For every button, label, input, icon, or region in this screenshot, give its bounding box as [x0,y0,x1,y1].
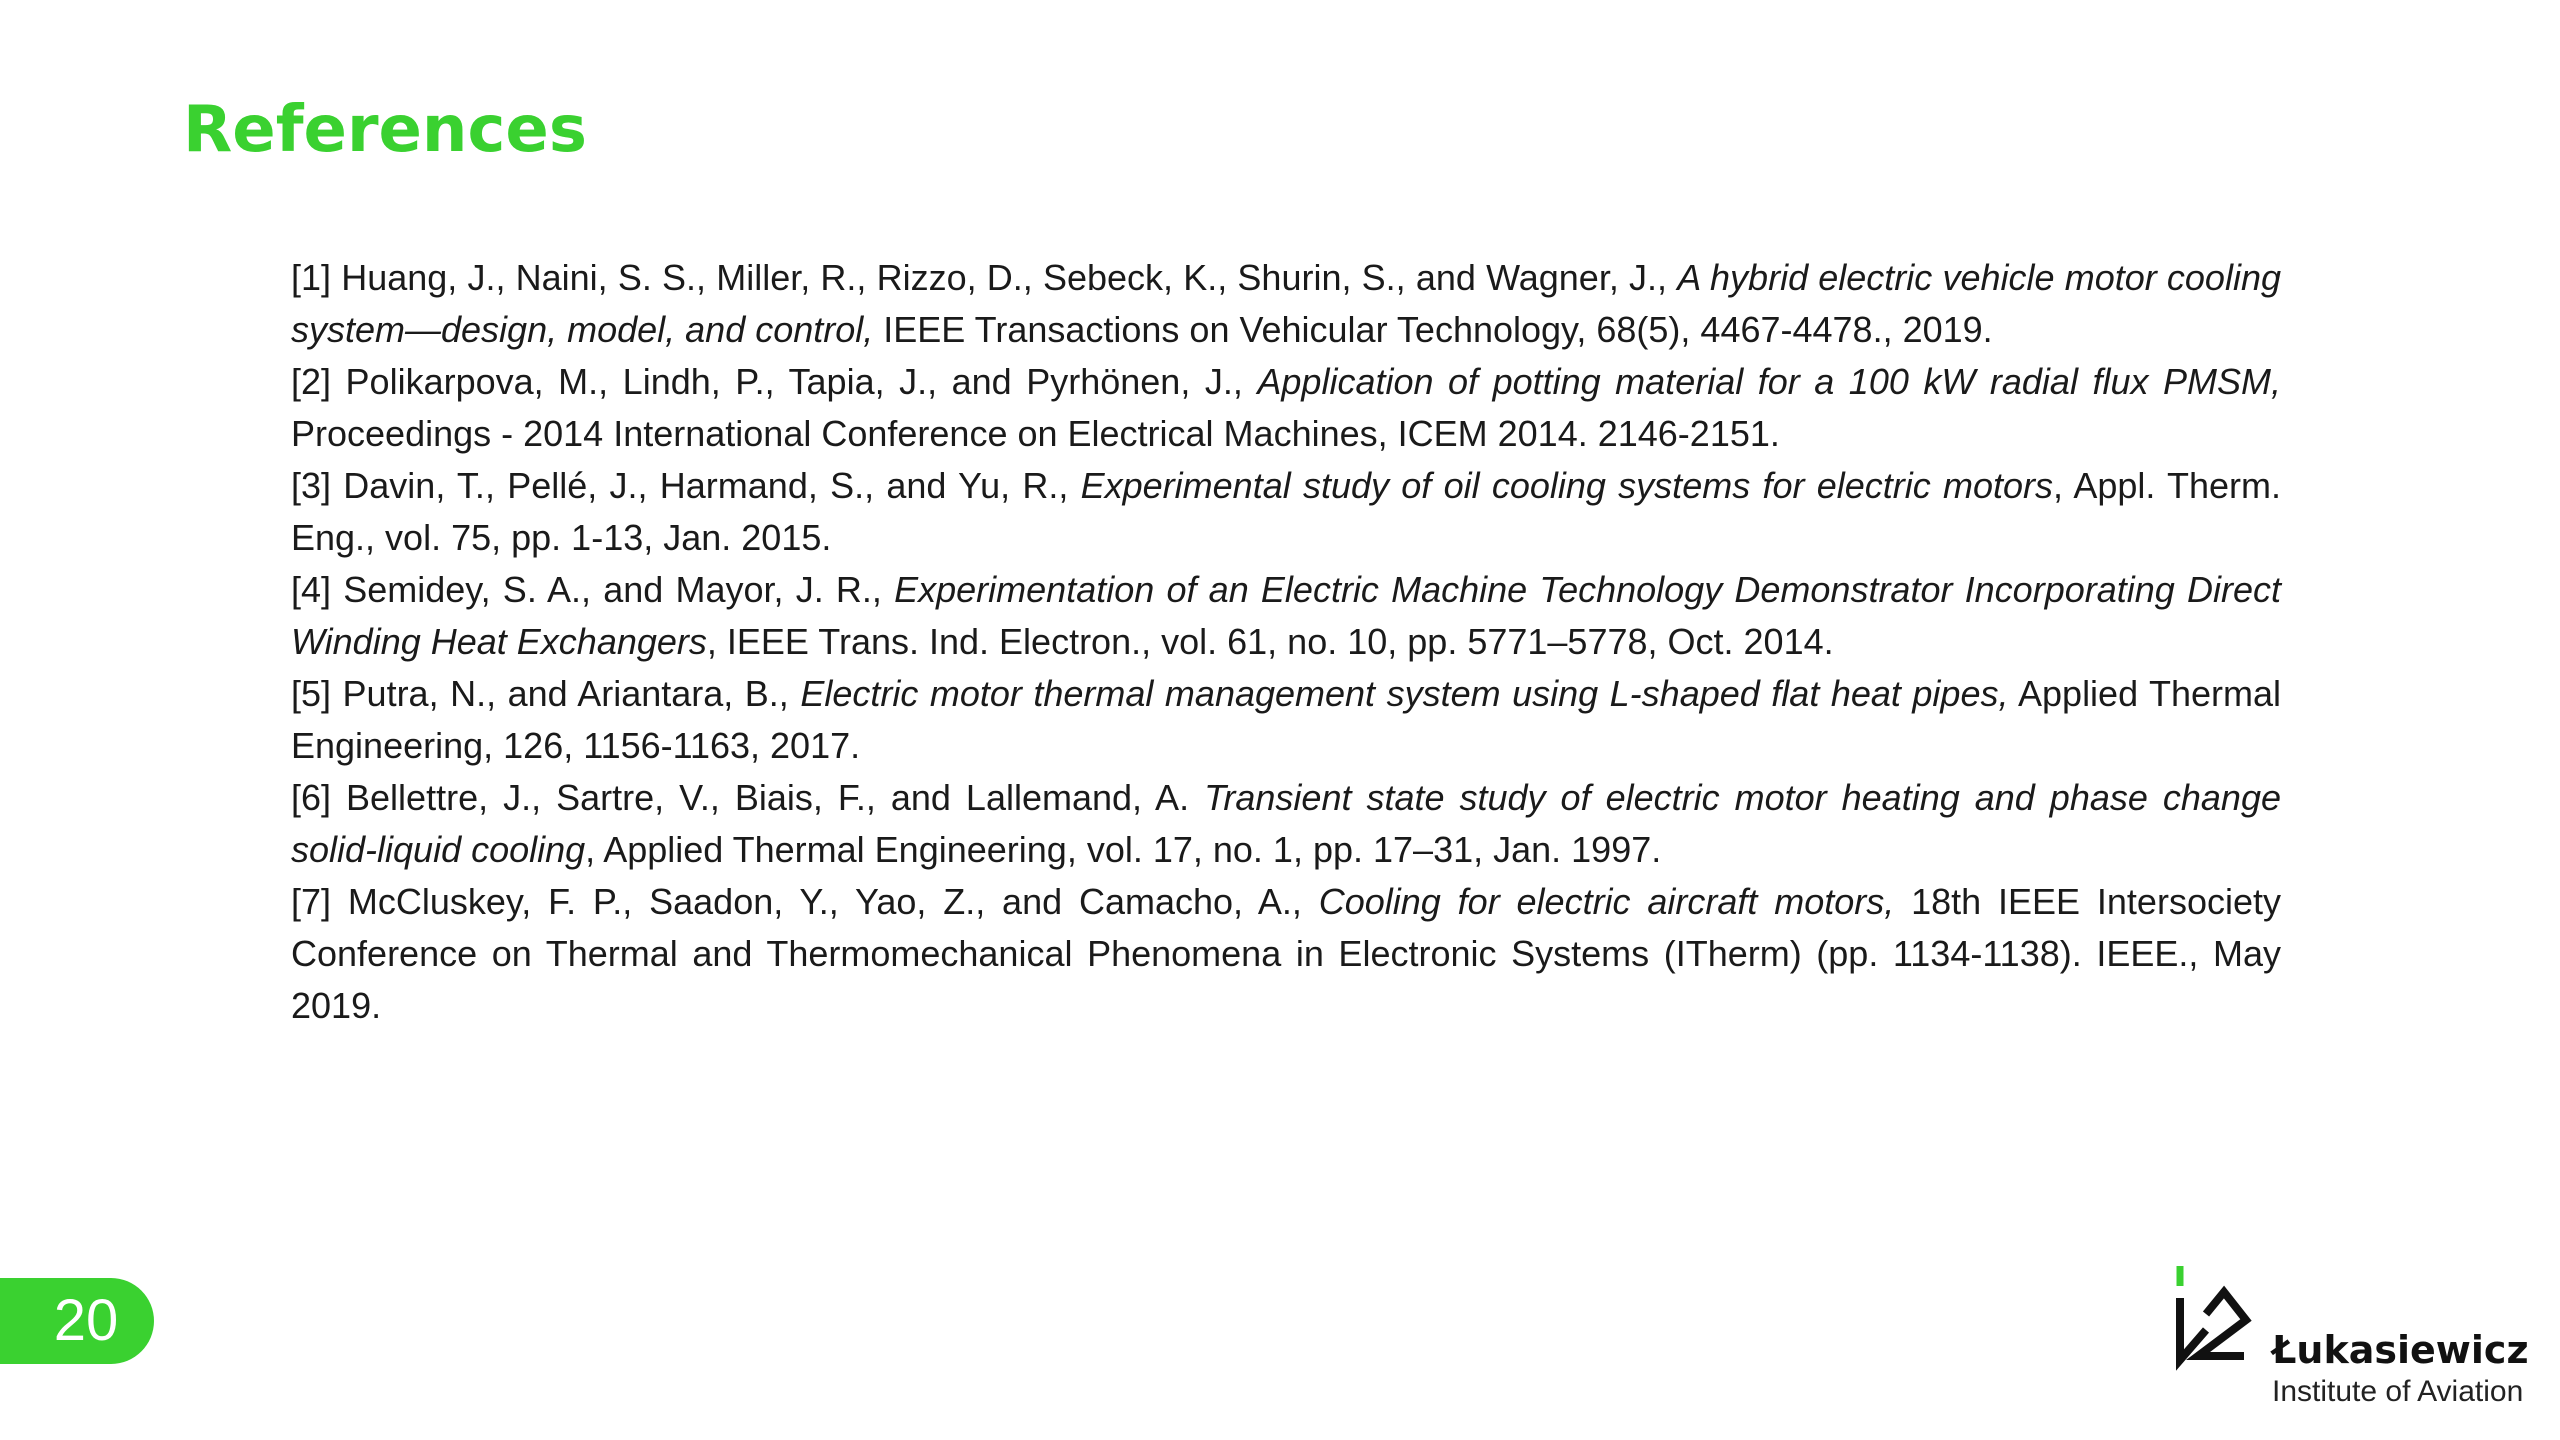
reference-title: Experimental study of oil cooling systems for electric motors [1080,465,2054,506]
reference-title: Transient state study of electric motor heating and phase change solid-liquid cooling [291,777,2281,870]
reference-authors: [7] McCluskey, F. P., Saadon, Y., Yao, Z., and Camacho, A., [291,881,1319,922]
reference-title: Application of potting material for a 100 kW radial flux PMSM, [1257,361,2282,402]
reference-authors: [6] Bellettre, J., Sartre, V., Biais, F., and Lallemand, A. [291,777,1205,818]
page-title: References [183,93,587,167]
reference-title: A hybrid electric vehicle motor cooling system—design, model, and control, [291,257,2281,350]
reference-item [291,564,2281,668]
reference-item [291,460,2281,564]
reference-authors: [5] Putra, N., and Ariantara, B., [291,673,801,714]
reference-source: , IEEE Trans. Ind. Electron., vol. 61, no. 10, pp. 5771–5778, Oct. 2014. [706,621,1834,662]
reference-source: , Appl. Therm. Eng., vol. 75, pp. 1-13, Jan. 2015. [291,465,2281,558]
reference-authors: [2] Polikarpova, M., Lindh, P., Tapia, J., and Pyrhönen, J., [291,361,1258,402]
reference-title: Cooling for electric aircraft motors, [1318,881,1895,922]
reference-source: Proceedings - 2014 International Conference on Electrical Machines, ICEM 2014. 2146-2151. [291,413,1780,454]
reference-item [291,668,2281,772]
reference-source: 18th IEEE Intersociety Conference on Thermal and Thermomechanical Phenomena in Electronic Systems (ITherm) (pp. 1134-1138). IEEE., May 2019. [291,881,2281,1026]
reference-item [291,876,2281,1032]
reference-item [291,252,2281,356]
reference-title: Experimentation of an Electric Machine Technology Demonstrator Incorporating Direct Winding Heat Exchangers [291,569,2281,662]
reference-source: Applied Thermal Engineering, 126, 1156-1163, 2017. [291,673,2281,766]
reference-source: IEEE Transactions on Vehicular Technology, 68(5), 4467-4478., 2019. [873,309,1993,350]
reference-authors: [4] Semidey, S. A., and Mayor, J. R., [291,569,895,610]
reference-authors: [1] Huang, J., Naini, S. S., Miller, R., Rizzo, D., Sebeck, K., Shurin, S., and Wagner, J., [291,257,1678,298]
reference-list [291,252,2281,1032]
lukasiewicz-logo [2168,1264,2558,1414]
page-number-badge: 20 [0,1278,154,1364]
logo-subtitle: Institute of Aviation [2272,1375,2524,1408]
reference-authors: [3] Davin, T., Pellé, J., Harmand, S., and Yu, R., [291,465,1081,506]
logo-name: Łukasiewicz [2272,1328,2529,1372]
reference-title: Electric motor thermal management system using L-shaped flat heat pipes, [800,673,2009,714]
reference-item [291,772,2281,876]
lukasiewicz-logo-icon [2168,1264,2268,1374]
reference-source: , Applied Thermal Engineering, vol. 17, no. 1, pp. 17–31, Jan. 1997. [585,829,1662,870]
reference-item [291,356,2281,460]
